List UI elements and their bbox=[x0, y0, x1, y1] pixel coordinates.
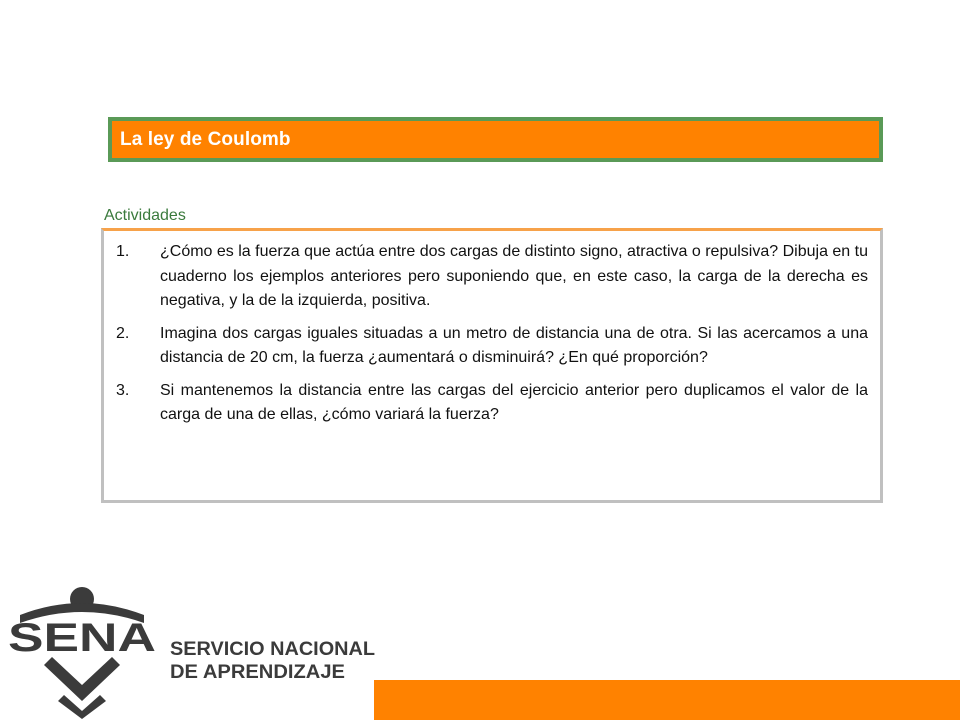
logo-line-1: SERVICIO NACIONAL bbox=[170, 639, 376, 660]
slide-title: La ley de Coulomb bbox=[120, 128, 291, 150]
activities-box bbox=[101, 228, 883, 503]
logo-line-2: DE APRENDIZAJE bbox=[170, 662, 345, 683]
activity-number: 1. bbox=[116, 243, 130, 260]
logo-acronym: SENA bbox=[8, 616, 156, 660]
activity-number: 2. bbox=[116, 324, 130, 342]
sena-logo bbox=[2, 585, 377, 720]
logo-body-icon bbox=[44, 657, 120, 701]
activity-text: Imagina dos cargas iguales situadas a un metro de distancia una de otra. Si las acercamos a una distancia de 20 cm, la fuerza ¿aumentará o disminuirá? ¿En qué proporción? bbox=[160, 324, 868, 366]
activity-item-1 bbox=[116, 240, 868, 314]
activity-text: Si mantenemos la distancia entre las cargas del ejercicio anterior pero duplicamos el valor de la carga de una de ellas, ¿cómo variará la fuerza? bbox=[160, 381, 868, 423]
section-label-activities: Actividades bbox=[104, 207, 186, 224]
footer-orange-strip bbox=[374, 680, 960, 720]
activity-text: ¿Cómo es la fuerza que actúa entre dos cargas de distinto signo, atractiva o repulsiva? Dibuja en tu cuaderno los ejemplos anteriores pero suponiendo que, en este caso, la carga de la derecha es negativa, y la de la izquierda, positiva. bbox=[160, 243, 868, 309]
activity-item-2 bbox=[116, 322, 868, 371]
activity-item-3 bbox=[116, 379, 868, 428]
activity-number: 3. bbox=[116, 381, 130, 399]
slide-title-bar bbox=[108, 117, 883, 162]
